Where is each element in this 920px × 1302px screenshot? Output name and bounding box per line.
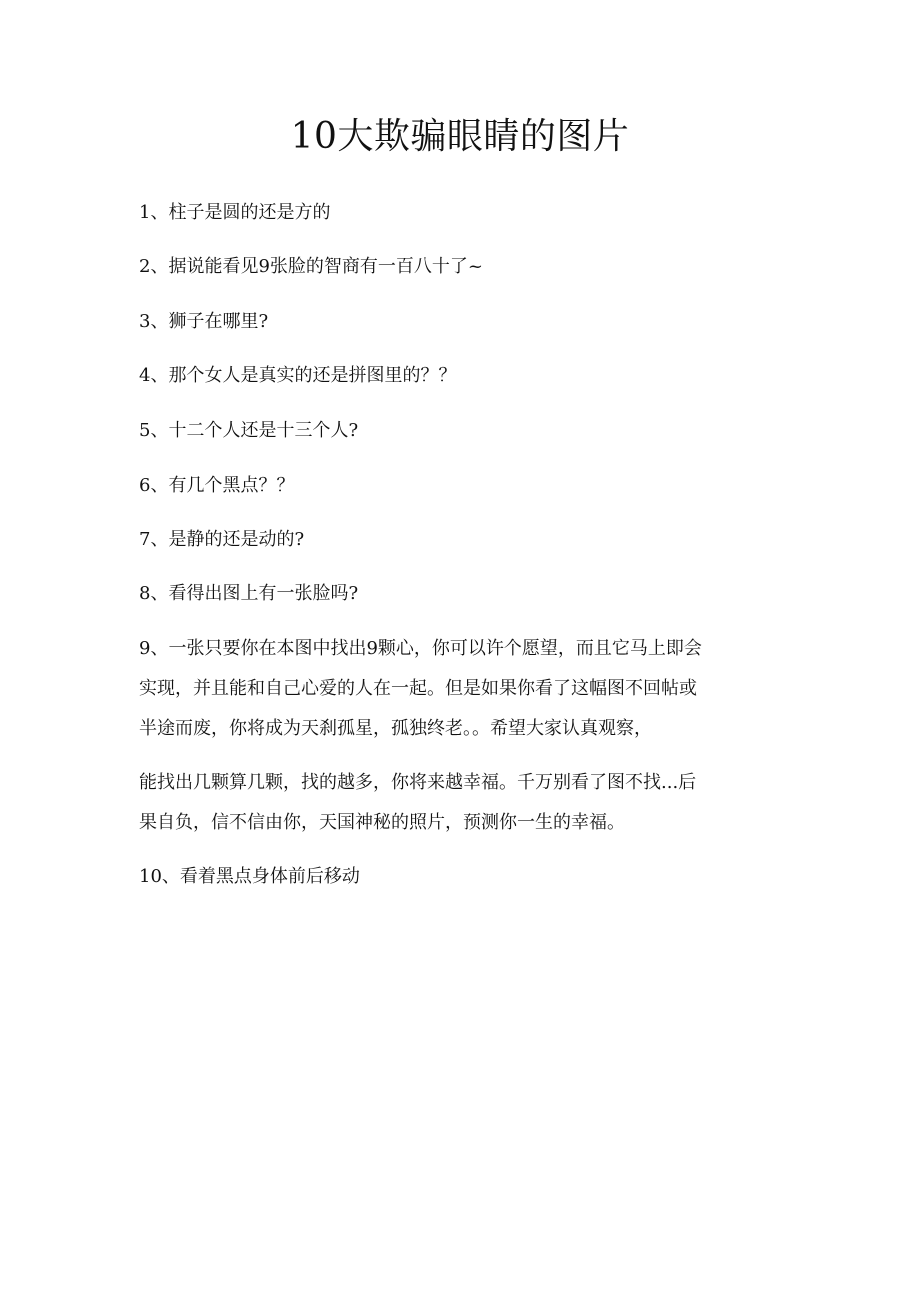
list-item: 7、是静的还是动的? <box>139 529 305 550</box>
item-9-line: 9、一张只要你在本图中找出9颗心，你可以许个愿望，而且它马上即会 <box>139 638 702 659</box>
list-item: 2、据说能看见9张脸的智商有一百八十了~ <box>139 256 483 277</box>
item-9-continued-line: 果自负，信不信由你，天国神秘的照片，预测你一生的幸福。 <box>139 812 625 833</box>
list-item: 10、看着黑点身体前后移动 <box>139 866 360 887</box>
item-9-line: 实现，并且能和自己心爱的人在一起。但是如果你看了这幅图不回帖或 <box>139 678 697 699</box>
list-item: 3、狮子在哪里? <box>139 311 269 332</box>
list-item: 1、柱子是圆的还是方的 <box>139 202 331 223</box>
item-9-continued-line: 能找出几颗算几颗，找的越多，你将来越幸福。千万别看了图不找...后 <box>139 772 697 793</box>
list-item: 6、有几个黑点？？ <box>139 475 295 496</box>
list-item: 8、看得出图上有一张脸吗? <box>139 583 359 604</box>
item-9-line: 半途而废，你将成为天刹孤星，孤独终老。。希望大家认真观察， <box>139 718 652 739</box>
document-title: 10大欺骗眼睛的图片 <box>290 116 630 157</box>
list-item: 5、十二个人还是十三个人? <box>139 420 359 441</box>
list-item: 4、那个女人是真实的还是拼图里的？？ <box>139 365 457 386</box>
